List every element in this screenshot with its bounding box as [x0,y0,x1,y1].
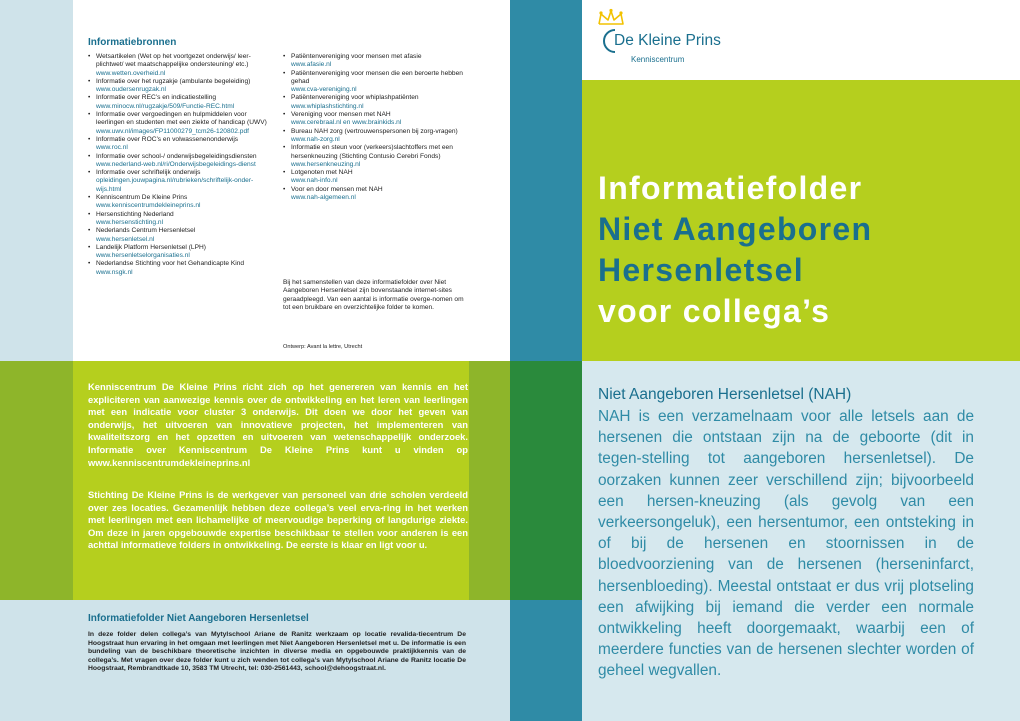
folder-heading: Informatiefolder Niet Aangeboren Hersenletsel [88,613,309,624]
source-item [88,194,268,211]
color-block-blue-right [469,600,510,721]
source-label: Kenniscentrum De Kleine Prins [96,194,188,202]
sources-list-right [283,53,463,202]
sources-heading: Informatiebronnen [88,37,177,48]
source-label: Patiëntenvereniging voor mensen die een beroerte hebben gehad [291,69,463,85]
source-item [88,94,268,111]
sources-column-left [88,53,268,277]
design-credit: Ontwerp: Avant la lettre, Utrecht [283,344,363,350]
source-item [88,78,268,95]
source-label: Patiëntenvereniging voor whiplashpatiënten [291,94,419,102]
source-link[interactable]: www.nah-algemeen.nl [291,194,356,202]
intro-paragraph-1: Kenniscentrum De Kleine Prins richt zich op het genereren van kennis en het expliciteren van aanwezige kennis over de ontwikkeling en het leren van leerlingen met een indicatie voor cluster 3 onderwijs. Dit doen we door het geven van onderwijs, het uitvoeren van innovatieve projecten, het implementeren van kwaliteitszorg en het opzetten en uitvoeren van wetenschappelijk onderzoek. Informatie over Kenniscentrum De Kleine Prins kunt u vinden op www.kenniscentrumdekleineprins.nl [88,381,468,468]
sources-credits: Bij het samenstellen van deze informatiefolder over Niet Aangeboren Hersenletsel zijn bovenstaande internet-sites geraadpleegd. Van een aantal is informatie overge-nomen om tot een bruikbare en overzichtelijke folder te komen. [283,279,464,312]
source-label: Informatie over school-/ onderwijsbegeleidingsdiensten [96,152,257,160]
color-block-dark-green [510,361,582,600]
source-item [88,136,268,153]
source-item [88,111,268,136]
source-link[interactable]: www.nah-info.nl [291,177,338,185]
source-item [88,244,268,261]
intro-paragraph-2: Stichting De Kleine Prins is de werkgever van personeel van drie scholen verdeeld over zes locaties. Gezamenlijk hebben deze collega’s veel erva-ring in het werken met leerlingen met een lichamelijke of meervoudige beperking of langdurige ziekte. Om deze in jaren opgebouwde expertise beschikbaar te stellen voor anderen is een achttal informatieve folders in ontwikkeling. De eerste is klaar en ligt voor u. [88,489,468,551]
source-item [88,260,268,277]
source-item [283,94,463,111]
color-block-green-right [469,361,510,600]
source-link[interactable]: www.nederland-web.nl/ri/Onderwijsbegeleidings-dienst [96,160,256,168]
source-item [88,227,268,244]
source-link[interactable]: www.cva-vereniging.nl [291,86,357,94]
title-line-2: Niet Aangeboren [598,211,873,247]
source-label: Informatie over REC’s en indicatiestelling [96,94,217,102]
source-label: Wetsartikelen (Wet op het voortgezet onderwijs/ leer-plichtwet/ wet maatschappelijke ondersteuning/ etc.) [96,53,251,69]
source-label: Hersenstichting Nederland [96,210,174,218]
nah-heading: Niet Aangeboren Hersenletsel (NAH) [598,386,852,403]
color-block-teal-top [510,0,582,361]
sources-list-left [88,53,268,277]
source-label: Nederlands Centrum Hersenletsel [96,227,196,235]
logo [591,8,721,74]
source-link[interactable]: www.hersenletselorganisaties.nl [96,252,190,260]
source-link[interactable]: www.hersenstichting.nl [96,218,164,226]
source-label: Informatie en steun voor (verkeers)slachtoffers met een hersenkneuzing (Stichting Contusio Cerebri Fonds) [291,144,453,160]
source-item [283,186,463,203]
source-item [88,169,268,194]
source-item [283,111,463,128]
source-item [88,153,268,170]
folder-body: In deze folder delen collega’s van Mytylschool Ariane de Ranitz werkzaam op locatie revalida-tiecentrum De Hoogstraat hun ervaring in het omgaan met leerlingen met Niet Aangeboren Hersenletsel met u. De informatie is een bundeling van de beschikbare theoretische inzichten in diverse media en opgebouwde praktijkkennis van de collega’s. Met vragen over deze folder kunt u zich wenden tot collega’s van Mytylschool Ariane de Ranitz locatie De Hoogstraat, Rembrandtkade 10, 3583 TM Utrecht, tel: 030-2561443, school@dehoogstraat.nl. [88,631,466,673]
source-label: Informatie over vergoedingen en hulpmiddelen voor leerlingen en studenten met een ziekte of handicap (UWV) [96,111,267,127]
source-item [88,53,268,78]
source-item [283,169,463,186]
source-label: Nederlandse Stichting voor het Gehandicapte Kind [96,260,245,268]
color-block-green-left [0,361,73,600]
source-link[interactable]: www.wetten.overheid.nl [96,69,166,77]
source-label: Informatie over schriftelijk onderwijs [96,169,201,177]
source-item [283,144,463,169]
title-line-1: Informatiefolder [598,170,863,206]
source-label: Informatie over ROC’s en volwassenenonderwijs [96,135,239,143]
source-link[interactable]: www.kenniscentrumdekleineprins.nl [96,202,201,210]
source-link[interactable]: www.whiplashstichting.nl [291,102,364,110]
source-link[interactable]: www.nah-zorg.nl [291,135,340,143]
source-item [283,128,463,145]
source-link[interactable]: www.oudersenrugzak.nl [96,86,167,94]
source-label: Vereniging voor mensen met NAH [291,111,391,119]
source-item [283,70,463,95]
logo-name: De Kleine Prins [614,32,721,49]
logo-subtitle: Kenniscentrum [631,55,685,64]
source-link[interactable]: www.hersenletsel.nl [96,235,155,243]
title-line-3: Hersenletsel [598,252,804,288]
color-block-blue-left [0,600,73,721]
source-label: Landelijk Platform Hersenletsel (LPH) [96,243,206,251]
source-link[interactable]: opleidingen.jouwpagina.nl/rubrieken/schriftelijk-onder-wijs.html [96,177,254,193]
source-link[interactable]: www.afasie.nl [291,61,332,69]
source-link[interactable]: www.nsgk.nl [96,268,133,276]
color-block-teal-bottom [510,600,582,721]
title-line-4: voor collega’s [598,293,831,329]
source-link[interactable]: www.hersenkneuzing.nl [291,160,361,168]
sources-column-right [283,53,463,202]
source-item [283,53,463,70]
source-link[interactable]: www.minocw.nl/rugzakje/509/Functie-REC.html [96,102,235,110]
source-link[interactable]: www.roc.nl [96,144,128,152]
nah-body: NAH is een verzamelnaam voor alle letsels aan de hersenen die ontstaan zijn na de geboorte (dit in tegen-stelling tot aangeboren hersenletsel). De oorzaken kunnen zeer verschillend zijn; bijvoorbeeld een hersen-kneuzing (als gevolg van een verkeersongeluk), een hersentumor, een ontsteking in of bij de hersenen en stoornissen in de bloedvoorziening van de hersenen (herseninfarct, hersenbloeding). Meestal ontstaat er dus vrij plotseling een afwijking bij iemand die verder een normale ontwikkeling heeft doorgemaakt, waarbij een of meerdere functies van de hersenen slechter worden of geheel wegvallen. [598,408,974,680]
source-label: Patiëntenvereniging voor mensen met afasie [291,53,422,60]
source-label: Lotgenoten met NAH [291,169,353,177]
corner-block-top-left [0,0,73,361]
source-label: Informatie over het rugzakje (ambulante begeleiding) [96,77,251,85]
source-link[interactable]: www.uwv.nl/images/FP11000279_tcm26-120802.pdf [96,127,249,135]
source-link[interactable]: www.cerebraal.nl en www.brainkids.nl [291,119,402,127]
source-label: Voor en door mensen met NAH [291,185,383,193]
source-item [88,211,268,228]
source-label: Bureau NAH zorg (vertrouwenspersonen bij zorg-vragen) [291,127,458,135]
